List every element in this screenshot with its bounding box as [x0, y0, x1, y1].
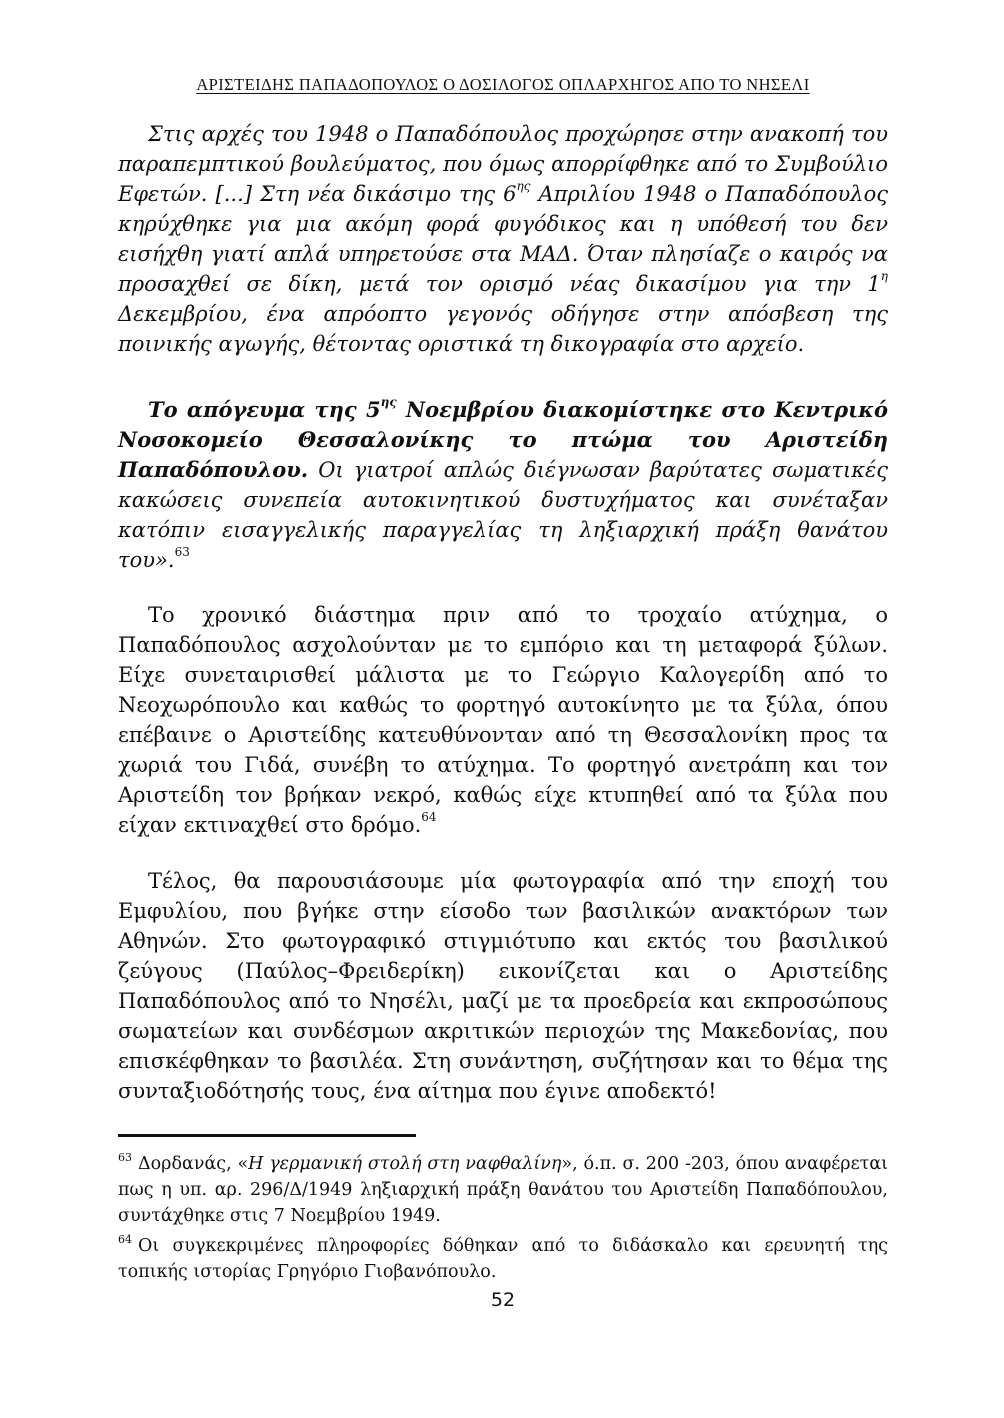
running-header: ΑΡΙΣΤΕΙΔΗΣ ΠΑΠΑΔΟΠΟΥΛΟΣ Ο ΔΟΣΙΛΟΓΟΣ ΟΠΛΑΡΧΗΓΟΣ ΑΠΟ ΤΟ ΝΗΣΕΛΙ: [196, 75, 810, 94]
book-page: [118, 0, 888, 1418]
text-span: Δορδανάς, «: [138, 1154, 249, 1174]
ordinal-superscript: ης: [380, 395, 397, 409]
text-span: Οι συγκεκριμένες πληροφορίες δόθηκαν από το διδάσκαλο και ερευνητή της τοπικής ιστορίας Γρηγόριο Γιοβανόπουλο.: [118, 1236, 888, 1282]
footnote-number: 63: [118, 1151, 132, 1164]
text-span: Δεκεμβρίου, ένα απρόοπτο γεγονός οδήγησε στην απόσβεση της ποινικής αγωγής, θέτοντας οριστικά τη δικογραφία στο αρχείο.: [118, 302, 888, 356]
ordinal-superscript: η: [880, 269, 888, 283]
ordinal-superscript: ης: [516, 179, 531, 193]
text-span: Στις αρχές του 1948 ο Παπαδόπουλος προχώρησε στην ανακοπή του παραπεμπτικού βουλεύματος, που όμως απορρίφθηκε από το Συμβούλιο Εφετών. [...] Στη νέα δικάσιμο της 6: [118, 122, 888, 206]
footnote-64: [118, 1233, 888, 1285]
body-paragraph-2: Τέλος, θα παρουσιάσουμε μία φωτογραφία από την εποχή του Εμφυλίου, που βγήκε στην είσοδο των βασιλικών ανακτόρων των Αθηνών. Στο φωτογραφικό στιγμιότυπο και εκτός του βασιλικού ζεύγους (Παύλος–Φρειδερίκη) εικονίζεται και ο Αριστείδης Παπαδόπουλος από το Νησέλι, μαζί με τα προεδρεία και εκπροσώπους σωματείων και συνδέσμων ακριτικών περιοχών της Μακεδονίας, που επισκέφθηκαν το βασιλέα. Στη συνάντηση, συζήτησαν και το θέμα της συνταξιοδότησής τους, ένα αίτημα που έγινε αποδεκτό!: [118, 869, 888, 1103]
text-span: Νοεμβρίου διακομίστηκε στο Κεντρικό Νοσοκομείο Θεσσαλονίκης το πτώμα του Αριστείδη Παπαδόπουλου.: [118, 397, 888, 482]
text-span: », ό.π. σ. 200 -203, όπου αναφέρεται πως η υπ. αρ. 296/Δ/1949 ληξιαρχική πράξη θανάτου του Αριστείδη Παπαδόπουλου, συντάχθηκε στις 7 Νοεμβρίου 1949.: [118, 1154, 888, 1226]
page-number: 52: [490, 1289, 516, 1311]
footnote-reference[interactable]: 63: [174, 545, 190, 559]
quote-paragraph-2: [118, 395, 888, 575]
footnote-number: 64: [118, 1233, 132, 1246]
text-span: Απριλίου 1948 ο Παπαδόπουλος κηρύχθηκε για μια ακόμη φορά φυγόδικος και η υπόθεσή του δεν εισήχθη γιατί απλά υπηρετούσε στα ΜΑΔ. Όταν πλησίαζε ο καιρός να προσαχθεί σε δίκη, μετά τον ορισμό νέας δικασίμου για την 1: [118, 182, 888, 296]
footnote-reference[interactable]: 64: [421, 810, 437, 824]
cited-title: Η γερμανική στολή στη ναφθαλίνη: [248, 1154, 562, 1174]
text-span: Το απόγευμα της 5: [148, 397, 381, 422]
text-span: Οι γιατροί απλώς διέγνωσαν βαρύτατες σωματικές κακώσεις συνεπεία αυτοκινητικού δυστυχήματος και συνέταξαν κατόπιν εισαγγελικής παραγγελίας τη ληξιαρχική πράξη θανάτου του».: [118, 458, 888, 572]
footnote-separator: [118, 1134, 416, 1137]
text-span: Το χρονικό διάστημα πριν από το τροχαίο ατύχημα, ο Παπαδόπουλος ασχολούνταν με το εμπόριο και τη μεταφορά ξύλων. Είχε συνεταιρισθεί μάλιστα με το Γεώργιο Καλογερίδη από το Νεοχωρόπουλο και καθώς το φορτηγό αυτοκίνητο με τα ξύλα, όπου επέβαινε ο Αριστείδης κατευθύνονταν από τη Θεσσαλονίκη προς τα χωριά του Γιδά, συνέβη το ατύχημα. Το φορτηγό ανετράπη και τον Αριστείδη τον βρήκαν νεκρό, καθώς είχε κτυπηθεί από τα ξύλα που είχαν εκτιναχθεί στο δρόμο.: [118, 603, 888, 837]
body-paragraph-1: [118, 600, 888, 840]
quote-paragraph-1: [118, 119, 888, 359]
footnote-63: [118, 1151, 888, 1229]
